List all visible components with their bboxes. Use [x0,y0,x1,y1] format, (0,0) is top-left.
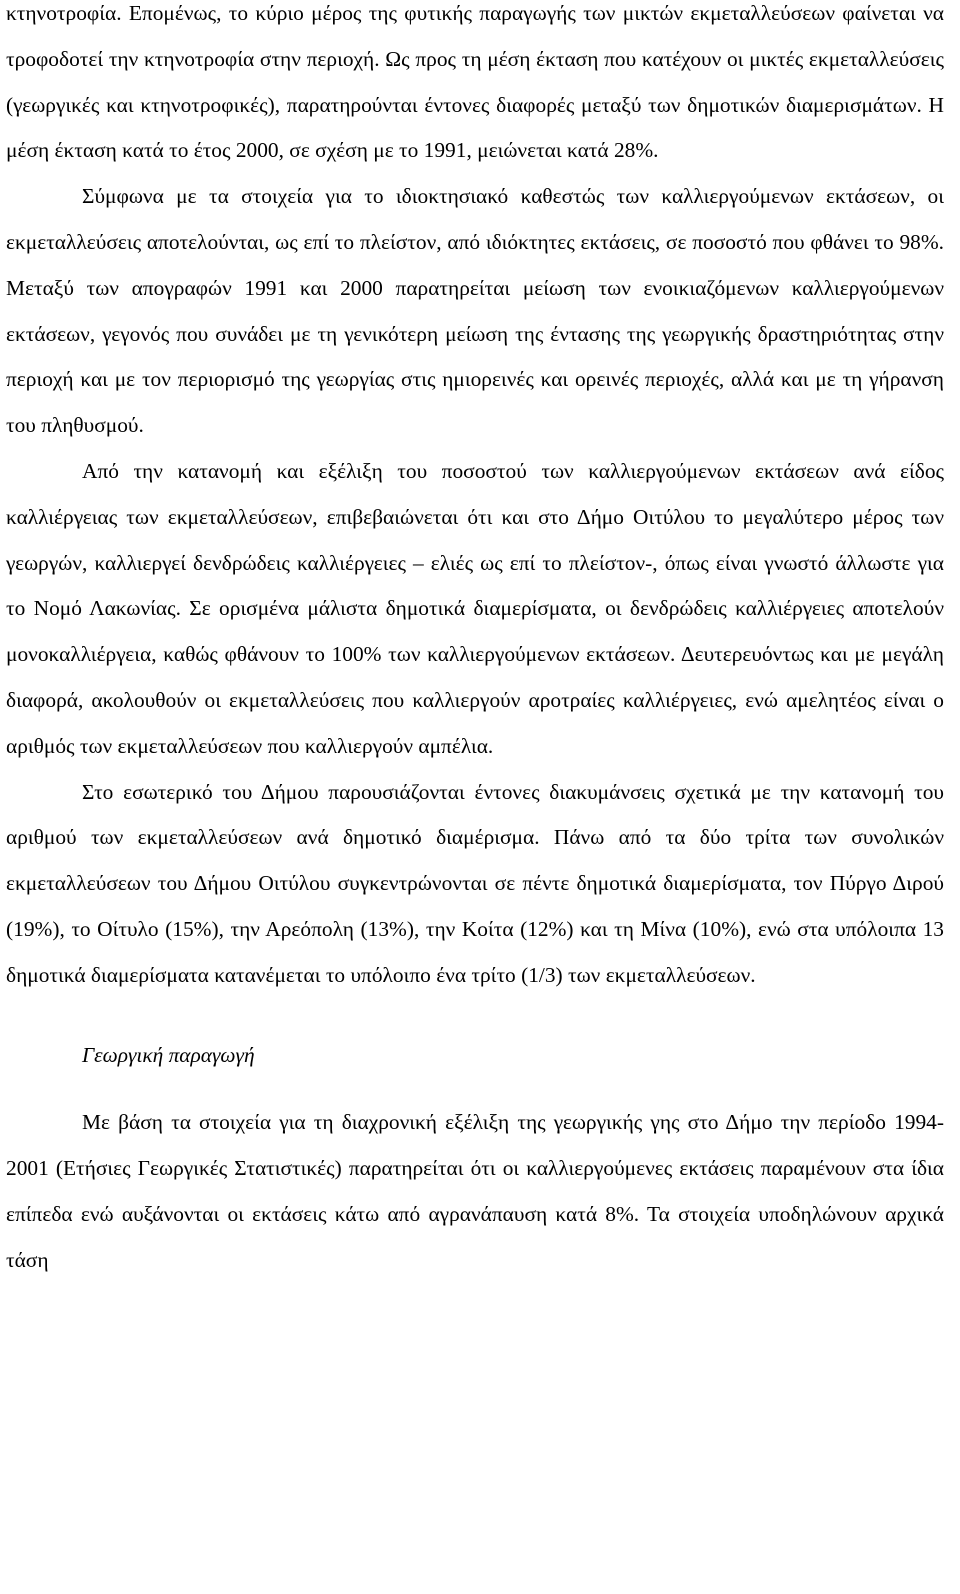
document-page [6,0,944,1284]
paragraph-distribution: Στο εσωτερικό του Δήμου παρουσιάζονται έντονες διακυμάνσεις σχετικά με την κατανομή του αριθμού των εκμεταλλεύσεων ανά δημοτικό διαμέρισμα. Πάνω από τα δύο τρίτα των συνολικών εκμεταλλεύσεων του Δήμου Οιτύλου συγκεντρώνονται σε πέντε δημοτικά διαμερίσματα, τον Πύργο Διρού (19%), το Οίτυλο (15%), την Αρεόπολη (13%), την Κοίτα (12%) και τη Μίνα (10%), ενώ στα υπόλοιπα 13 δημοτικά διαμερίσματα κατανέμεται το υπόλοιπο ένα τρίτο (1/3) των εκμεταλλεύσεων. [6,779,944,987]
spacer [6,1078,944,1100]
spacer [6,999,944,1033]
section-heading: Γεωργική παραγωγή [82,1042,255,1067]
paragraph-crop-types: Από την κατανομή και εξέλιξη του ποσοστού των καλλιεργούμενων εκτάσεων ανά είδος καλλιέργειας των εκμεταλλεύσεων, επιβεβαιώνεται ότι και στο Δήμο Οιτύλου το μεγαλύτερο μέρος των γεωργών, καλλιεργεί δενδρώδεις καλλιέργειες – ελιές ως επί το πλείστον-, όπως είναι γνωστό άλλωστε για το Νομό Λακωνίας. Σε ορισμένα μάλιστα δημοτικά διαμερίσματα, οι δενδρώδεις καλλιέργειες αποτελούν μονοκαλλιέργεια, καθώς φθάνουν το 100% των καλλιεργούμενων εκτάσεων. Δευτερευόντως και με μεγάλη διαφορά, ακολουθούν οι εκμεταλλεύσεις που καλλιεργούν αροτραίες καλλιέργειες, ενώ αμελητέος είναι ο αριθμός των εκμεταλλεύσεων που καλλιεργούν αμπέλια. [6,458,944,758]
paragraph-land-ownership: Σύμφωνα με τα στοιχεία για το ιδιοκτησιακό καθεστώς των καλλιεργούμενων εκτάσεων, οι εκμεταλλεύσεις αποτελούνται, ως επί το πλείστον, από ιδιόκτητες εκτάσεις, σε ποσοστό που φθάνει το 98%. Μεταξύ των απογραφών 1991 και 2000 παρατηρείται μείωση των ενοικιαζόμενων καλλιεργούμενων εκτάσεων, γεγονός που συνάδει με τη γενικότερη μείωση της έντασης της γεωργικής δραστηριότητας στην περιοχή και με τον περιορισμό της γεωργίας στις ημιορεινές και ορεινές περιοχές, αλλά και με τη γήρανση του πληθυσμού. [6,184,944,438]
paragraph-agricultural-production: Με βάση τα στοιχεία για τη διαχρονική εξέλιξη της γεωργικής γης στο Δήμο την περίοδο 1994-2001 (Ετήσιες Γεωργικές Στατιστικές) παρατηρείται ότι οι καλλιεργούμενες εκτάσεις παραμένουν στα ίδια επίπεδα ενώ αυξάνονται οι εκτάσεις κάτω από αγρανάπαυση κατά 8%. Τα στοιχεία υποδηλώνουν αρχικά τάση [6,1110,944,1272]
paragraph-continued: κτηνοτροφία. Επομένως, το κύριο μέρος της φυτικής παραγωγής των μικτών εκμεταλλεύσεων φαίνεται να τροφοδοτεί την κτηνοτροφία στην περιοχή. Ως προς τη μέση έκταση που κατέχουν οι μικτές εκμεταλλεύσεις (γεωργικές και κτηνοτροφικές), παρατηρούνται έντονες διαφορές μεταξύ των δημοτικών διαμερισμάτων. Η μέση έκταση κατά το έτος 2000, σε σχέση με το 1991, μειώνεται κατά 28%. [6,1,944,163]
